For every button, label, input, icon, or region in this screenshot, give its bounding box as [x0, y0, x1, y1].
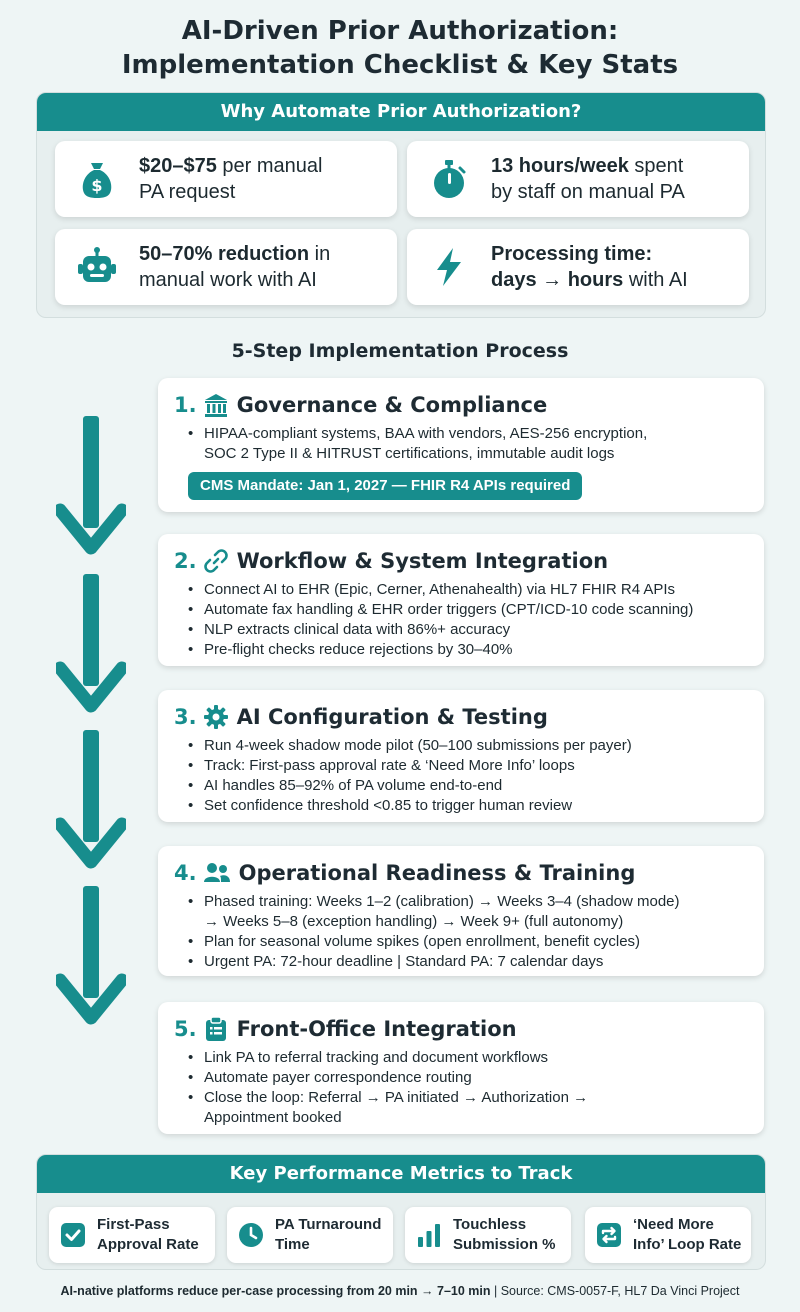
step-workflow-integration	[158, 534, 764, 666]
stopwatch-icon	[427, 157, 471, 201]
title-line-1: AI-Driven Prior Authorization:	[181, 16, 619, 46]
step-number: 3.	[174, 705, 197, 729]
stat-card-hours	[407, 141, 749, 217]
kpi-panel	[36, 1154, 766, 1270]
step-header	[174, 392, 547, 418]
step-number: 1.	[174, 393, 197, 417]
money-bag-icon	[75, 157, 119, 201]
link-icon	[203, 548, 229, 574]
step-bullets	[186, 892, 756, 972]
people-icon	[203, 860, 231, 886]
stat-reduction-bold: 50–70% reduction	[139, 243, 310, 265]
why-automate-heading: Why Automate Prior Authorization?	[37, 93, 765, 131]
bullet-item: SOC 2 Type II & HITRUST certifications, immutable audit logs	[204, 445, 615, 462]
kpi-label	[97, 1215, 211, 1255]
stat-cost-text	[139, 153, 389, 205]
kpi-label-line1: ‘Need More	[633, 1216, 714, 1233]
stat-processing-bold: Processing time:	[491, 243, 653, 265]
bullet-item: • Automate fax handling & EHR order triggers (CPT/ICD-10 code scanning)	[186, 600, 756, 620]
kpi-label	[453, 1215, 567, 1255]
bullet-item: • Plan for seasonal volume spikes (open enrollment, benefit cycles)	[186, 932, 756, 952]
kpi-label-line2: Info’ Loop Rate	[633, 1236, 742, 1253]
kpi-label-line1: PA Turnaround	[275, 1216, 382, 1233]
step-title: Governance & Compliance	[236, 393, 548, 417]
step-header	[174, 1016, 517, 1042]
bar-chart-icon	[415, 1221, 443, 1249]
gear-icon	[203, 704, 229, 730]
kpi-label-line2: Submission %	[453, 1236, 556, 1253]
step-header	[174, 704, 548, 730]
bullet-item: • HIPAA-compliant systems, BAA with vendors, AES-256 encryption,	[186, 424, 756, 444]
loop-icon	[595, 1221, 623, 1249]
stat-reduction-rest: in	[309, 243, 331, 265]
step-bullets	[186, 580, 756, 660]
bullet-item: • Urgent PA: 72-hour deadline | Standard PA: 7 calendar days	[186, 952, 756, 972]
bank-icon	[203, 392, 229, 418]
step-bullets	[186, 736, 756, 816]
footer-claim: AI-native platforms reduce per-case processing from 20 min → 7–10 min	[60, 1284, 491, 1298]
stat-cost-bold: $20–$75	[139, 155, 217, 177]
bullet-item: → Weeks 5–8 (exception handling) → Week 9+ (full autonomy)	[204, 913, 624, 930]
step-front-office	[158, 1002, 764, 1134]
kpi-label-line1: First-Pass	[97, 1216, 170, 1233]
step-header	[174, 860, 635, 886]
robot-icon	[75, 245, 119, 289]
why-automate-panel	[36, 92, 766, 318]
bullet-item: Appointment booked	[204, 1109, 342, 1126]
bullet-item: • Run 4-week shadow mode pilot (50–100 submissions per payer)	[186, 736, 756, 756]
kpi-label	[275, 1215, 389, 1255]
stat-card-reduction	[55, 229, 397, 305]
process-heading: 5-Step Implementation Process	[231, 340, 569, 362]
kpi-label-line1: Touchless	[453, 1216, 527, 1233]
stat-cost-line2: PA request	[139, 181, 236, 203]
step-operational-readiness	[158, 846, 764, 976]
step-number: 2.	[174, 549, 197, 573]
svg-text:$: $	[91, 176, 103, 195]
bullet-item: • Automate payer correspondence routing	[186, 1068, 756, 1088]
bullet-item: • Track: First-pass approval rate & ‘Need More Info’ loops	[186, 756, 756, 776]
kpi-heading: Key Performance Metrics to Track	[37, 1155, 765, 1193]
arrow-down-icon	[56, 416, 126, 556]
step-title: Workflow & System Integration	[236, 549, 609, 573]
stat-card-cost	[55, 141, 397, 217]
step-bullets	[186, 424, 756, 464]
lightning-icon	[427, 245, 471, 289]
footer-source: | Source: CMS-0057-F, HL7 Da Vinci Project	[490, 1284, 740, 1298]
bullet-item: • Phased training: Weeks 1–2 (calibration) → Weeks 3–4 (shadow mode)	[186, 892, 756, 912]
kpi-need-more-info-loop	[585, 1207, 751, 1263]
stat-cost-rest: per manual	[216, 155, 323, 177]
stat-processing-line2: with AI	[623, 269, 688, 291]
kpi-label-line2: Time	[275, 1236, 310, 1253]
bullet-item: • NLP extracts clinical data with 86%+ accuracy	[186, 620, 756, 640]
arrow-down-icon	[56, 574, 126, 714]
kpi-turnaround-time	[227, 1207, 393, 1263]
stat-hours-rest: spent	[628, 155, 684, 177]
cms-mandate-badge: CMS Mandate: Jan 1, 2027 — FHIR R4 APIs required	[188, 472, 582, 500]
kpi-label-line2: Approval Rate	[97, 1236, 199, 1253]
stat-reduction-text	[139, 241, 389, 293]
clock-icon	[237, 1221, 265, 1249]
stat-hours-text	[491, 153, 741, 205]
bullet-item: • Set confidence threshold <0.85 to trigger human review	[186, 796, 756, 816]
kpi-touchless-submission	[405, 1207, 571, 1263]
stat-hours-line2: by staff on manual PA	[491, 181, 685, 203]
bullet-item: • Link PA to referral tracking and document workflows	[186, 1048, 756, 1068]
step-title: AI Configuration & Testing	[236, 705, 548, 729]
arrow-down-icon	[56, 886, 126, 1026]
step-number: 5.	[174, 1017, 197, 1041]
step-bullets	[186, 1048, 756, 1128]
arrow-down-icon	[56, 730, 126, 870]
step-number: 4.	[174, 861, 197, 885]
page-title	[0, 14, 800, 82]
step-governance	[158, 378, 764, 512]
kpi-first-pass-approval	[49, 1207, 215, 1263]
step-header	[174, 548, 608, 574]
clipboard-icon	[203, 1016, 229, 1042]
step-ai-configuration	[158, 690, 764, 822]
stat-reduction-line2: manual work with AI	[139, 269, 317, 291]
checkbox-icon	[59, 1221, 87, 1249]
bullet-item: • Pre-flight checks reduce rejections by 30–40%	[186, 640, 756, 660]
footer-note	[0, 1284, 800, 1298]
kpi-label	[633, 1215, 747, 1255]
stat-hours-bold: 13 hours/week	[491, 155, 629, 177]
bullet-item: • Connect AI to EHR (Epic, Cerner, Athenahealth) via HL7 FHIR R4 APIs	[186, 580, 756, 600]
stat-processing-text	[491, 241, 741, 293]
stat-card-processing	[407, 229, 749, 305]
stat-processing-line2-bold: days → hours	[491, 269, 624, 291]
bullet-item: • AI handles 85–92% of PA volume end-to-end	[186, 776, 756, 796]
step-title: Operational Readiness & Training	[238, 861, 636, 885]
title-line-2: Implementation Checklist & Key Stats	[121, 50, 679, 80]
bullet-item: • Close the loop: Referral → PA initiated → Authorization →	[186, 1088, 756, 1108]
step-title: Front-Office Integration	[236, 1017, 517, 1041]
